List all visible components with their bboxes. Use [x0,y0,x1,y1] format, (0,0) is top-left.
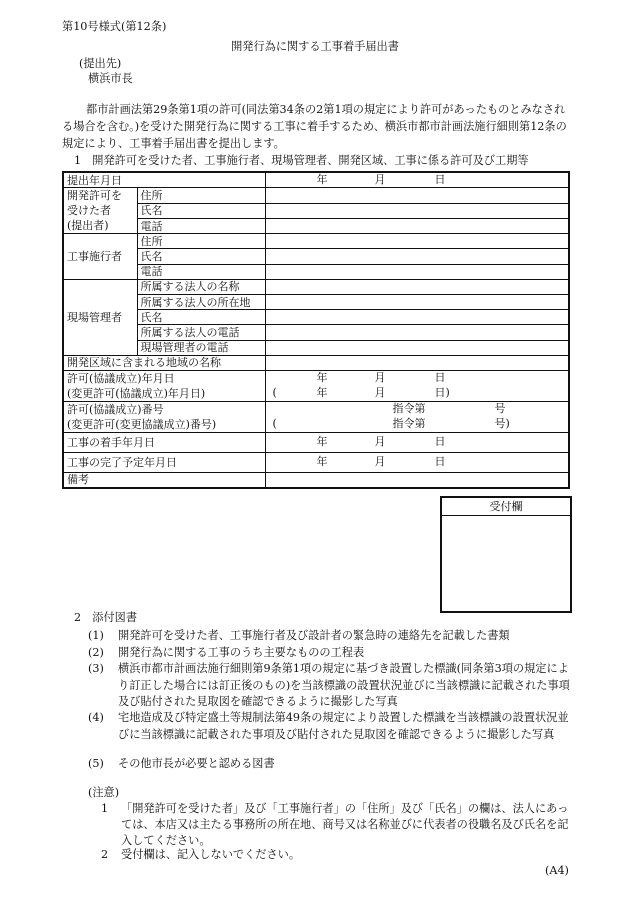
manager-phone-value[interactable] [265,340,569,355]
reception-label: 受付欄 [442,498,570,516]
start-date-value[interactable]: 年 月 日 [265,432,569,452]
area-name-value[interactable] [265,355,569,370]
table-row [63,234,569,249]
corp-phone-label: 所属する法人の電話 [137,325,265,340]
paper-size: (A4) [545,864,569,877]
submit-date-value[interactable]: 年 月 日 [265,172,569,188]
corp-address-label: 所属する法人の所在地 [137,294,265,309]
corp-phone-value[interactable] [265,325,569,340]
table-row [63,188,569,203]
applicant-name-label: 氏名 [137,203,265,218]
table-row [63,355,569,370]
table-row [63,264,569,279]
table-row [63,249,569,264]
table-row [63,370,569,401]
intro-paragraph: 都市計画法第29条第1項の許可(同法第34条の2第1項の規定により許可があったものとみなされる場合を含む。)を受けた開発行為に関する工事に着手するため、横浜市都市計画法施行細則第12条の規定により、工事着手届出書を提出します。 [62,103,567,150]
table-row [63,401,569,432]
manager-phone-label: 現場管理者の電話 [137,340,265,355]
contractor-label: 工事施行者 [63,234,137,280]
table-row [63,472,569,488]
contractor-name-value[interactable] [265,249,569,264]
table-row [63,310,569,325]
list-item: (5) その他市長が必要と認める図書 [88,757,275,770]
area-name-label: 開発区域に含まれる地域の名称 [63,355,265,370]
start-date-label: 工事の着手年月日 [63,432,265,452]
table-row [63,452,569,472]
note-item: 1 「開発許可を受けた者」及び「工事施行者」の「住所」及び「氏名」の欄は、法人にあっては、本店又は主たる事務所の所在地、商号又は名称並びに代表者の役職名及び氏名を記入してください。 [101,802,569,847]
section-1-heading: 1 開発許可を受けた者、工事施行者、現場管理者、開発区域、工事に係る許可及び工期等 [74,154,529,167]
table-row [63,432,569,452]
permit-date-label: 許可(協議成立)年月日 (変更許可(協議成立)年月日) [63,370,265,401]
table-row [63,294,569,309]
corp-address-value[interactable] [265,294,569,309]
list-item: (2) 開発行為に関する工事のうち主要なものの工程表 [88,646,365,659]
notes-label: (注意) [88,786,120,799]
permit-number-label: 許可(協議成立)番号 (変更許可(変更協議成立)番号) [63,401,265,432]
table-row [63,218,569,233]
table-row [63,325,569,340]
section-2-heading: 2 添付図書 [74,611,138,624]
applicant-phone-label: 電話 [137,218,265,233]
applicant-address-label: 住所 [137,188,265,203]
document-title: 開発行為に関する工事着手届出書 [231,40,399,53]
contractor-name-label: 氏名 [137,249,265,264]
reception-box [440,496,572,613]
table-row [63,172,569,188]
remarks-label: 備考 [63,472,265,488]
applicant-address-value[interactable] [265,188,569,203]
end-date-value[interactable]: 年 月 日 [265,452,569,472]
list-item: (4) 宅地造成及び特定盛土等規制法第49条の規定により設置した標識を当該標識の設置状況並びに当該標識に記載された事項及び貼付された見取図を確認できるように撮影した写真 [88,711,569,741]
recipient-label: (提出先) [79,57,122,70]
contractor-phone-value[interactable] [265,264,569,279]
permit-info-table [62,171,570,489]
list-item: (3) 横浜市都市計画法施行細則第9条第1項の規定に基づき設置した標識(同条第3項の規定により訂正した場合には訂正後のもの)を当該標識の設置状況並びに当該標識に記載された事項及び貼付された見取図を確認できるように撮影した写真 [88,662,570,708]
manager-name-label: 氏名 [137,310,265,325]
form-number: 第10号様式(第12条) [62,20,167,33]
end-date-label: 工事の完了予定年月日 [63,452,265,472]
contractor-address-value[interactable] [265,234,569,249]
contractor-phone-label: 電話 [137,264,265,279]
note-item: 2 受付欄は、記入しないでください。 [101,848,301,861]
applicant-phone-value[interactable] [265,218,569,233]
remarks-value[interactable] [265,472,569,488]
contractor-address-label: 住所 [137,234,265,249]
corp-name-label: 所属する法人の名称 [137,279,265,294]
applicant-name-value[interactable] [265,203,569,218]
site-manager-label: 現場管理者 [63,279,137,355]
corp-name-value[interactable] [265,279,569,294]
recipient: 横浜市長 [88,72,133,85]
submit-date-label: 提出年月日 [63,172,265,188]
table-row [63,279,569,294]
table-row [63,203,569,218]
manager-name-value[interactable] [265,310,569,325]
list-item: (1) 開発許可を受けた者、工事施行者及び設計者の緊急時の連絡先を記載した書類 [88,629,510,642]
permit-number-value[interactable]: 指令第 号 ( 指令第 号) [265,401,569,432]
table-row [63,340,569,355]
applicant-label: 開発許可を 受けた者 (提出者) [63,188,137,234]
permit-date-value[interactable]: 年 月 日 ( 年 月 日) [265,370,569,401]
